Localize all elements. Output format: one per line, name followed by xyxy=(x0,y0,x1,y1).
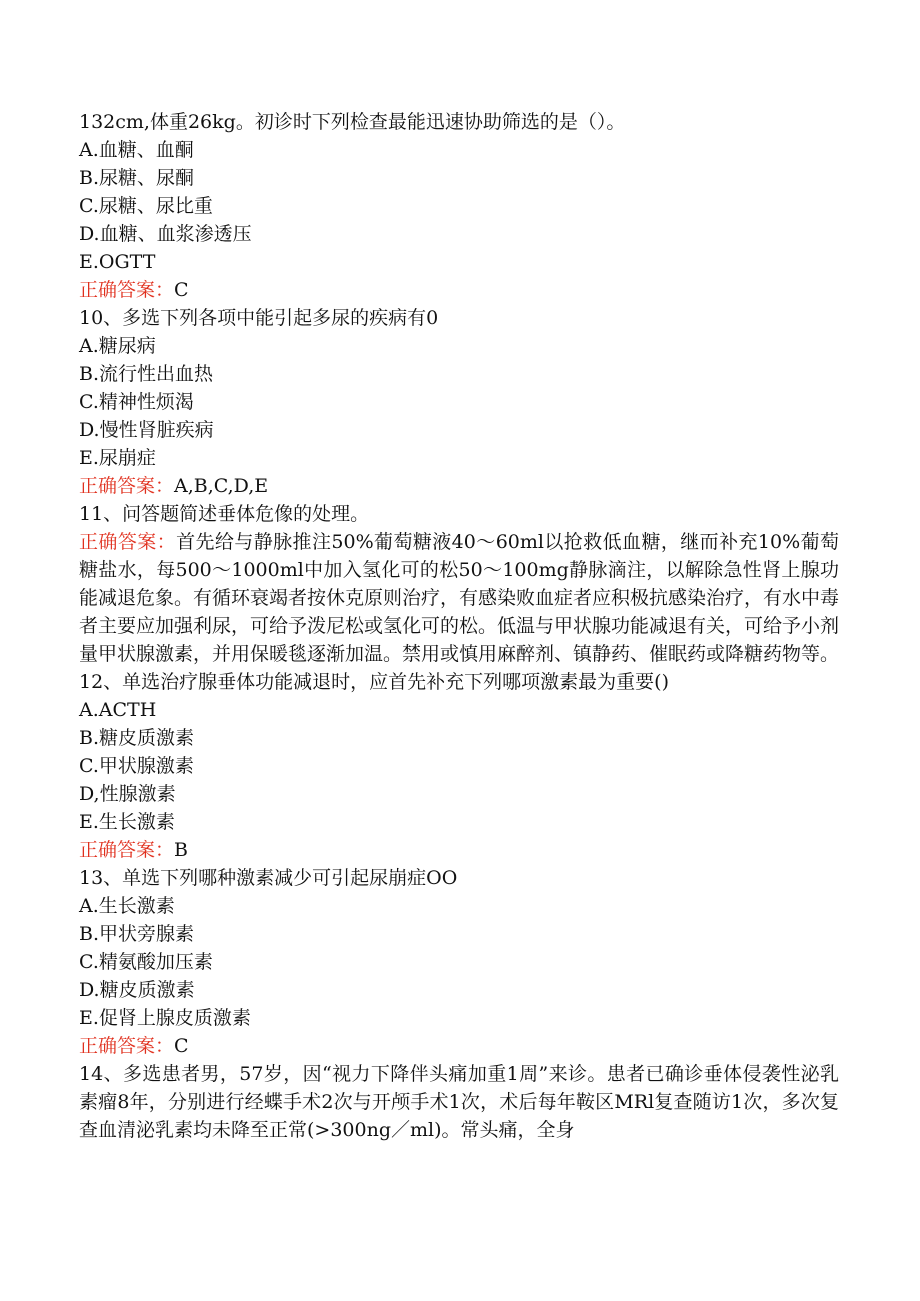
q9-option-e: E.OGTT xyxy=(79,251,156,273)
q13-option-b: B.甲状旁腺素 xyxy=(79,923,195,945)
q9-stem: 132cm,体重26kg。初诊时下列检查最能迅速协助筛选的是（）。 xyxy=(79,111,626,133)
question-text xyxy=(79,108,839,1144)
q9-option-b: B.尿糖、尿酮 xyxy=(79,167,195,189)
q12-option-d: D,性腺激素 xyxy=(79,783,176,805)
answer-value: C xyxy=(174,279,189,301)
answer-value: A,B,C,D,E xyxy=(174,475,269,497)
q10-stem: 10、多选下列各项中能引起多尿的疾病有0 xyxy=(79,307,439,329)
answer-label: 正确答案： xyxy=(79,279,175,301)
q12-answer xyxy=(79,836,839,864)
q12-stem: 12、单选治疗腺垂体功能减退时，应首先补充下列哪项激素最为重要() xyxy=(79,671,670,693)
answer-value: B xyxy=(174,839,188,861)
answer-label: 正确答案： xyxy=(79,839,175,861)
answer-label: 正确答案： xyxy=(79,531,177,553)
q10-option-a: A.糖尿病 xyxy=(79,335,156,357)
answer-value: 首先给与静脉推注50%葡萄糖液40～60ml以抢救低血糖，继而补充10%葡萄糖盐水，每500～1000ml中加入氢化可的松50～100mg静脉滴注，以解除急性肾上腺功能减退危象。有循环衰竭者按休克原则治疗，有感染败血症者应积极抗感染治疗，有水中毒者主要应加强利尿，可给予泼尼松或氢化可的松。低温与甲状腺功能减退有关，可给予小剂量甲状腺激素，并用保暖毯逐渐加温。禁用或慎用麻醉剂、镇静药、催眠药或降糖药物等。 xyxy=(79,531,840,665)
q13-option-d: D.糖皮质激素 xyxy=(79,979,195,1001)
q13-option-a: A.生长激素 xyxy=(79,895,175,917)
q9-answer xyxy=(79,276,839,304)
q10-option-e: E.尿崩症 xyxy=(79,447,156,469)
q12-option-e: E.生长激素 xyxy=(79,811,175,833)
q12-option-a: A.ACTH xyxy=(79,699,157,721)
q9-option-a: A.血糖、血酮 xyxy=(79,139,194,161)
q12-option-b: B.糖皮质激素 xyxy=(79,727,195,749)
q10-answer xyxy=(79,472,839,500)
q12-option-c: C.甲状腺激素 xyxy=(79,755,194,777)
q9-option-d: D.血糖、血浆渗透压 xyxy=(79,223,252,245)
answer-label: 正确答案： xyxy=(79,475,175,497)
q10-option-b: B.流行性出血热 xyxy=(79,363,214,385)
q14-stem: 14、多选患者男，57岁，因“视力下降伴头痛加重1周”来诊。患者已确诊垂体侵袭性泌乳素瘤8年，分别进行经蝶手术2次与开颅手术1次，术后每年鞍区MRl复查随访1次，多次复查血清泌乳素均未降至正常(>300ng／ml)。常头痛，全身 xyxy=(79,1063,839,1141)
q13-answer xyxy=(79,1032,839,1060)
q10-option-d: D.慢性肾脏疾病 xyxy=(79,419,214,441)
q11-stem: 11、问答题简述垂体危像的处理。 xyxy=(79,503,370,525)
answer-label: 正确答案： xyxy=(79,1035,175,1057)
q13-option-e: E.促肾上腺皮质激素 xyxy=(79,1007,251,1029)
q11-answer xyxy=(79,528,839,668)
q10-option-c: C.精神性烦渴 xyxy=(79,391,194,413)
q13-option-c: C.精氨酸加压素 xyxy=(79,951,213,973)
q9-option-c: C.尿糖、尿比重 xyxy=(79,195,213,217)
answer-value: C xyxy=(174,1035,189,1057)
q13-stem: 13、单选下列哪种激素减少可引起尿崩症OO xyxy=(79,867,458,889)
